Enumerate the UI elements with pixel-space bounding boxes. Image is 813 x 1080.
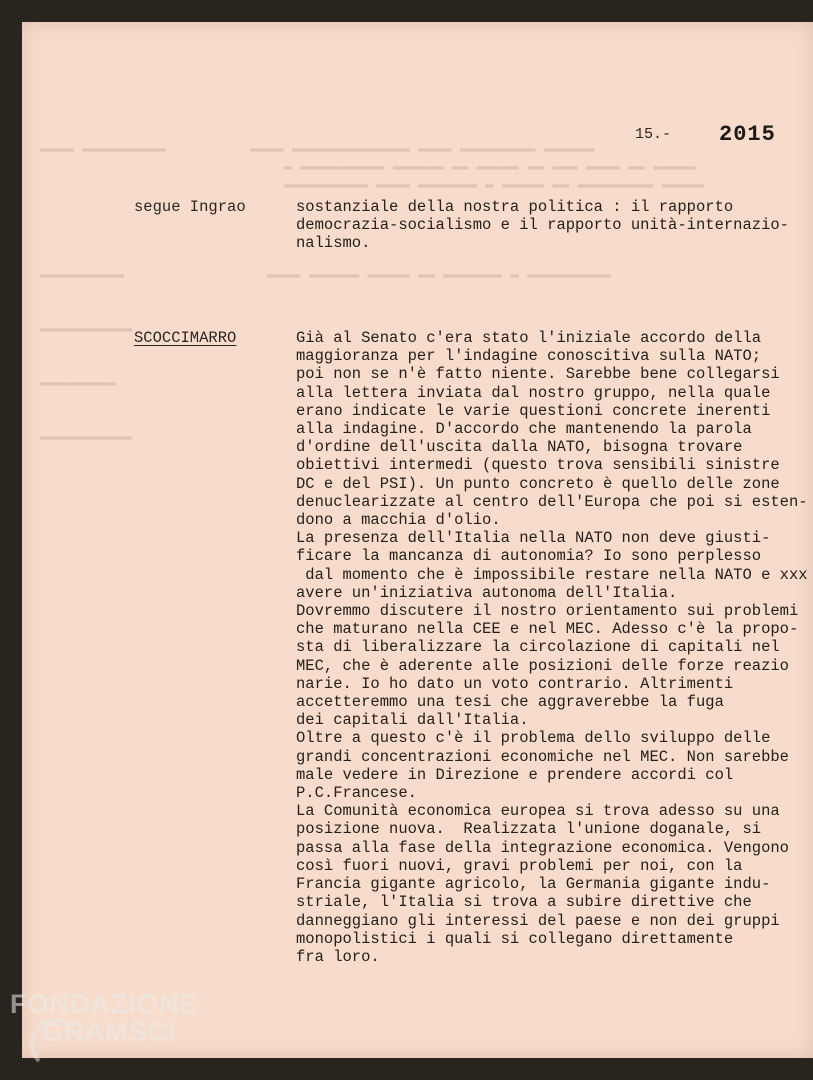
speaker-label: segue Ingrao <box>134 198 246 216</box>
page-marker: 15.- <box>635 126 672 143</box>
speech-text: Già al Senato c'era stato l'iniziale accordo della maggioranza per l'indagine conoscitiva sulla NATO; poi non se n'è fatto niente. Sarebbe bene collegarsi alla lettera inviata dal nostro gruppo, nella quale erano indicate le varie questioni concrete inerenti alla indagine. D'accordo che mantenendo la parola d'ordine dell'uscita dalla NATO, bisogna trovare obiettivi intermedi (questo trova sensibili sinistre DC e del PSI). Un punto concreto è quello delle zone denuclearizzate al centro dell'Europa che poi si esten- dono a macchia d'olio. La presenza dell'Italia nella NATO non deve giusti- ficare la mancanza di autonomia? Io sono perplesso dal momento che è impossibile restare nella NATO e xxx avere un'iniziativa autonoma dell'Italia. Dovremmo discutere il nostro orientamento sui problemi che maturano nella CEE e nel MEC. Adesso c'è la propo- sta di liberalizzare la circolazione di capitali nel MEC, che è aderente alle posizioni delle forze reazio narie. Io ho dato un voto contrario. Altrimenti accetteremmo una tesi che aggraverebbe la fuga dei capitali dall'Italia. Oltre a questo c'è il problema dello sviluppo delle grandi concentrazioni economiche nel MEC. Non sarebbe male vedere in Direzione e prendere accordi col P.C.Francese. La Comunità economica europea si trova adesso su una posizione nuova. Realizzata l'unione doganale, si passa alla fase della integrazione economica. Vengono così fuori nuovi, gravi problemi per noi, con la Francia gigante agricolo, la Germania gigante indu- striale, l'Italia si trova a subire direttive che danneggiano gli interessi del paese e non dei gruppi monopolistici i quali si collegano direttamente fra loro. <box>296 329 808 966</box>
watermark-line-2: GRAMSCI <box>42 1017 177 1047</box>
watermark-line-1: FONDAZIONE <box>10 989 199 1019</box>
page-number: 2015 <box>719 122 776 147</box>
document-page <box>22 22 813 1058</box>
archive-watermark-logo <box>10 990 199 1046</box>
speech-text: sostanziale della nostra politica : il rapporto democrazia-socialismo e il rapporto unità-internazio- nalismo. <box>296 198 789 253</box>
speaker-label-underlined: SCOCCIMARRO <box>134 329 237 347</box>
bleed-through-marks: ▬▬▬▬ ▬▬▬▬▬▬▬▬▬▬ ▬▬▬▬ ▬▬▬▬▬▬▬▬▬▬▬▬▬▬ ▬▬▬▬ ▬▬▬▬▬▬▬▬▬ ▬▬▬▬▬▬ ▬ ▬▬▬▬▬▬▬▬▬▬ ▬▬▬▬▬▬ ▬▬ ▬▬▬▬▬ ▬▬ ▬▬▬ ▬▬▬▬ ▬▬ ▬▬▬▬▬ ▬▬▬▬▬▬▬▬▬▬ ▬▬▬▬ ▬▬▬▬▬▬▬ ▬ ▬▬▬▬▬ ▬▬ ▬▬▬▬▬▬▬▬▬ ▬▬▬▬▬ ▬▬▬▬▬▬▬▬▬▬ ▬▬▬▬ ▬▬▬▬▬▬ ▬▬▬▬▬ ▬▬ ▬▬▬▬▬▬▬ ▬ ▬▬▬▬▬▬▬▬▬▬ ▬▬▬▬▬▬▬▬▬▬▬ ▬▬▬▬▬▬▬▬▬ ▬▬▬▬▬▬▬▬▬▬▬ <box>40 141 704 445</box>
logo-swoosh-icon <box>30 1018 82 1070</box>
